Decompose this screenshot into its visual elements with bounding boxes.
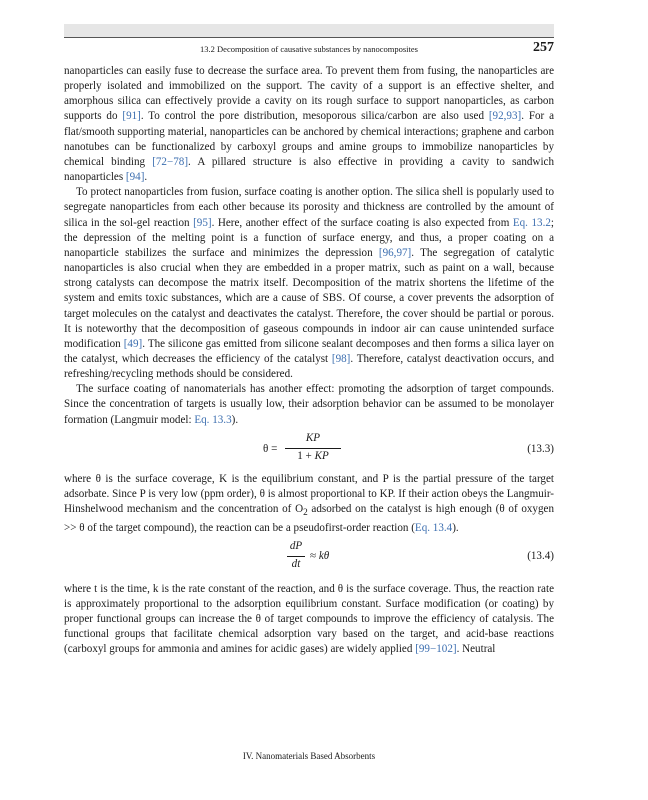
text-run: . <box>144 171 148 184</box>
text-run: To protect nanoparticles from fusion, surface coating is another option. The silica shell is popularly used to segregate nanoparticles from each other because its porosity and thickness are controlled by the amount of silica in the sol-gel reaction <box>64 186 554 229</box>
rhs-variable: kθ <box>318 549 330 562</box>
citation-link[interactable]: [49] <box>123 337 143 350</box>
citation-link[interactable]: [98] <box>331 352 351 365</box>
text-run: adsorbed on the catalyst is high enough (θ of oxygen >> θ of the target compound), the reaction can be a pseudofirst-order reaction ( <box>64 503 554 535</box>
page-number: 257 <box>533 40 554 55</box>
citation-link[interactable]: [95] <box>193 216 212 229</box>
equation-link[interactable]: Eq. 13.4 <box>414 522 453 535</box>
numerator: dP <box>289 539 303 552</box>
denominator <box>285 450 341 465</box>
text-run: . Neutral <box>456 643 496 656</box>
citation-link[interactable]: [94] <box>125 171 145 184</box>
equation-lhs: θ = <box>263 442 278 455</box>
equation-number: (13.4) <box>527 549 554 562</box>
citation-link[interactable]: [91] <box>122 110 141 123</box>
text-run: . To control the pore distribution, mesoporous silica/carbon are also used <box>140 110 489 123</box>
text-run: ). <box>231 413 239 426</box>
fraction <box>285 432 341 465</box>
text-run: . Here, another effect of the surface coating is also expected from <box>211 216 513 229</box>
text-run: nanoparticles can easily fuse to decrease the surface area. To prevent them from fusing, the nanoparticles are properly isolated and immobilized on the support. The cavity of a support is an effective shelter, and amorphous silica can effectively provide a cavity on its rough surface to support nanoparticles, as carbon supports do <box>64 65 554 123</box>
fraction <box>287 540 305 573</box>
fraction-bar <box>287 556 305 557</box>
header-rule <box>64 37 554 38</box>
citation-link[interactable]: [96,97] <box>378 246 412 259</box>
body-text <box>64 64 554 657</box>
paragraph-4 <box>64 472 554 537</box>
running-title: 13.2 Decomposition of causative substances by nanocomposites <box>200 44 418 54</box>
denominator-variable: KP <box>314 449 329 462</box>
text-run: . The segregation of catalytic nanoparticles is also crucial when they are embedded in a proper matrix, such as paint on a wall, because strong catalysts can decompose the matrix itself. Decomposition of the matrix shortens the lifetime of the system and emits toxic substances, which are a cause of SBS. Of course, a cover prevents the adsorption of target molecules on the catalyst and deactivates the catalyst. Therefore, the cover should be partial or porous. It is noteworthy that the decomposition of gaseous compounds in indoor air can cause unintended surface modification <box>64 246 554 350</box>
paragraph-2 <box>64 185 554 382</box>
text-run: . For a flat/smooth supporting material, nanoparticles can be anchored by chemical interactions; graphene and carbon nanotubes can be functionalized by carboxyl groups and amine groups to immobilize nanoparticles by chemical binding <box>64 110 555 168</box>
denominator-constant: 1 + <box>297 449 315 462</box>
citation-link[interactable]: [92,93] <box>488 110 522 123</box>
text-run: where t is the time, k is the rate constant of the reaction, and θ is the surface coverage. Thus, the reaction rate is approximately proportional to the adsorption equilibrium constant. Surface modification (or coating) by proper functional groups can increase the θ of target compounds to improve the efficiency of catalysis. The functional groups that facilitate chemical adsorption vary based on the target, and acid-base reactions (carboxyl groups for ammonia and amines for acidic gases) are widely applied <box>64 582 554 656</box>
text-run: where θ is the surface coverage, K is the equilibrium constant, and P is the partial pressure of the target adsorbate. Since P is very low (ppm order), θ is almost proportional to KP. If their action obeys the Langmuir-Hinshelwood mechanism and the concentration of O <box>64 472 554 516</box>
paragraph-5 <box>64 582 554 658</box>
equation-number: (13.3) <box>527 442 554 455</box>
equation-13-4 <box>64 540 554 576</box>
numerator: KP <box>305 431 321 444</box>
text-run: ). <box>452 522 459 535</box>
running-head <box>64 40 554 60</box>
equation-link[interactable]: Eq. 13.3 <box>194 413 232 426</box>
text-run: . The silicone gas emitted from silicone sealant decomposes and then forms a silica layer on the catalyst, which decreases the efficiency of the catalyst <box>64 337 554 365</box>
approx-operator: ≈ <box>310 549 319 562</box>
equation-13-3 <box>64 432 554 466</box>
equation-rhs <box>310 550 329 562</box>
citation-link[interactable]: [72−78] <box>152 155 189 168</box>
equation-link[interactable]: Eq. 13.2 <box>512 216 551 229</box>
subscript: 2 <box>303 508 308 519</box>
header-band <box>64 24 554 37</box>
text-run: The surface coating of nanomaterials has another effect: promoting the adsorption of target compounds. Since the concentration of targets is usually low, their adsorption behavior can be assumed to be monolayer formation (Langmuir model: <box>64 383 554 426</box>
text-run: ; the depression of the melting point is a function of surface energy, and thus, a proper coating on a nanoparticle stabilizes the surface and minimizes the depression <box>64 216 554 259</box>
paragraph-3 <box>64 382 554 427</box>
paragraph-1 <box>64 64 554 185</box>
text-run: . Therefore, catalyst deactivation occurs, and refreshing/recycling methods should be considered. <box>64 352 555 381</box>
page-footer: IV. Nanomaterials Based Absorbents <box>242 751 376 761</box>
citation-link[interactable]: [99−102] <box>415 643 457 656</box>
denominator: dt <box>291 557 301 570</box>
text-run: . A pillared structure is also effective in providing a cavity to sandwich nanoparticles <box>64 155 554 184</box>
fraction-bar <box>285 448 341 449</box>
